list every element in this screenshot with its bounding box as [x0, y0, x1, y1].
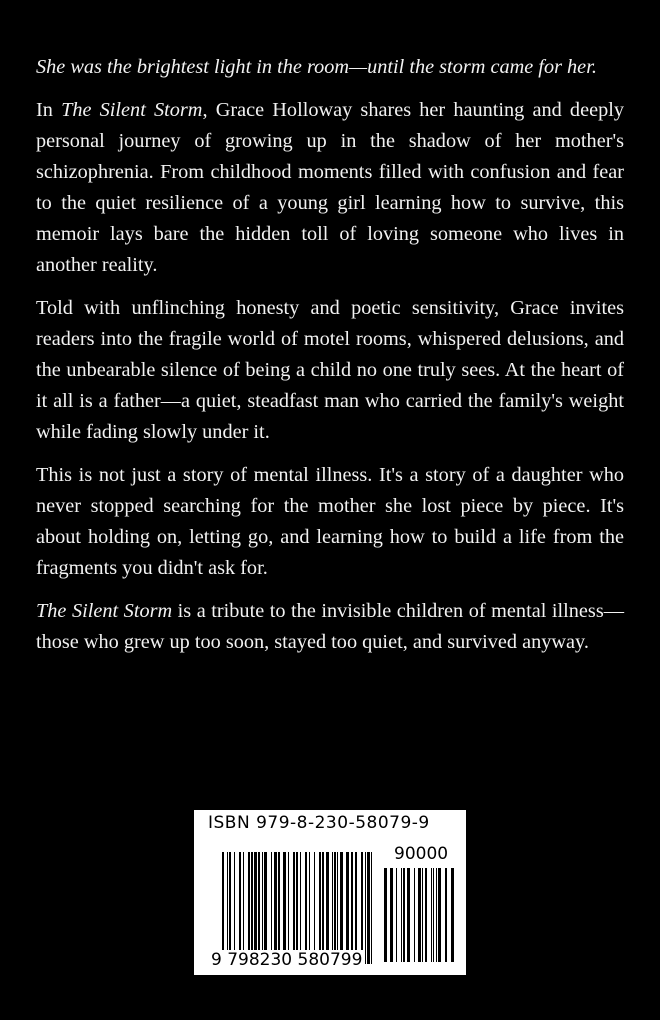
barcode-bar: [445, 868, 447, 962]
tagline: She was the brightest light in the room—until the storm came for her.: [36, 56, 597, 78]
barcode-bar: [414, 868, 415, 962]
barcode-bar: [433, 868, 434, 962]
barcode-bar: [365, 852, 366, 964]
barcode-bar: [314, 852, 315, 964]
barcode-bar: [451, 868, 454, 962]
barcode-bar: [361, 852, 363, 964]
barcode-bar: [274, 852, 277, 964]
barcode-bar: [337, 852, 338, 964]
barcode-bar: [367, 852, 370, 964]
barcode-bar: [403, 868, 405, 962]
text: , Grace Holloway shares her haunting and deeply personal journey of growing up in the shadow of her mother's schizophrenia. From childhood moments filled with confusion and fear to the quiet resilience of a young girl learning how to survive, this memoir lays bare the hidden toll of loving someone who lives in another reality.: [36, 99, 624, 276]
barcode-bar: [334, 852, 336, 964]
barcode-bars: [222, 852, 372, 964]
barcode-bar: [227, 852, 228, 964]
blurb-paragraph: This is not just a story of mental illness. It's a story of a daughter who never stopped searching for the mother she lost piece by piece. It's about holding on, letting go, and learning how to build a life from the fragments you didn't ask for.: [36, 464, 624, 579]
barcode-bar: [234, 852, 235, 964]
text: In: [36, 99, 62, 121]
barcode-bar: [332, 852, 333, 964]
barcode-bar: [283, 852, 286, 964]
barcode-bar: [340, 852, 343, 964]
barcode-bar: [251, 852, 253, 964]
barcode-bar: [258, 852, 260, 964]
barcode-bar: [248, 852, 250, 964]
barcode-bar: [401, 868, 402, 962]
barcode-bar: [309, 852, 310, 964]
barcode-bar: [243, 852, 244, 964]
price-code: 90000: [394, 844, 449, 864]
barcode-bar: [262, 852, 263, 964]
barcode-digits-text: 9 798230 580799: [211, 950, 363, 970]
barcode-bar: [431, 868, 432, 962]
barcode-bar: [396, 868, 397, 962]
blurb-paragraph: [36, 95, 624, 281]
barcode-bar: [288, 852, 289, 964]
addon-barcode-bars: [384, 868, 456, 962]
barcode-bar: [384, 868, 387, 962]
barcode-bar: [229, 852, 231, 964]
barcode-bar: [322, 852, 324, 964]
barcode-bar: [422, 868, 423, 962]
barcode-bar: [346, 852, 349, 964]
barcode-bar: [254, 852, 257, 964]
barcode-bar: [438, 868, 441, 962]
barcode-bar: [296, 852, 298, 964]
barcode-bar: [271, 852, 272, 964]
barcode-bar: [305, 852, 307, 964]
barcode-bar: [222, 852, 224, 964]
book-title: The Silent Storm: [61, 99, 203, 121]
text: is a tribute to the invisible children of mental illness—those who grew up too soon, stayed too quiet, and survived anyway.: [36, 600, 624, 653]
barcode-bar: [390, 868, 393, 962]
isbn-barcode: [194, 810, 466, 975]
barcode-bar: [278, 852, 280, 964]
barcode-bar: [418, 868, 421, 962]
isbn-label: ISBN 979-8-230-58079-9: [208, 813, 430, 833]
barcode-bar: [355, 852, 357, 964]
barcode-bar: [293, 852, 295, 964]
barcode-bar: [425, 868, 427, 962]
barcode-bar: [326, 852, 329, 964]
blurb-paragraph: Told with unflinching honesty and poetic sensitivity, Grace invites readers into the fragile world of motel rooms, whispered delusions, and the unbearable silence of being a child no one truly sees. At the heart of it all is a father—a quiet, steadfast man who carried the family's weight while fading slowly under it.: [36, 297, 624, 443]
barcode-bar: [436, 868, 437, 962]
blurb-paragraph: [36, 596, 624, 658]
book-title: The Silent Storm: [36, 600, 173, 622]
back-cover-blurb: [36, 52, 624, 670]
barcode-bar: [371, 852, 372, 964]
barcode-digits: [210, 950, 363, 970]
barcode-bar: [407, 868, 410, 962]
barcode-bar: [264, 852, 267, 964]
barcode-bar: [351, 852, 353, 964]
barcode-bar: [300, 852, 301, 964]
barcode-bar: [319, 852, 321, 964]
barcode-bar: [239, 852, 241, 964]
